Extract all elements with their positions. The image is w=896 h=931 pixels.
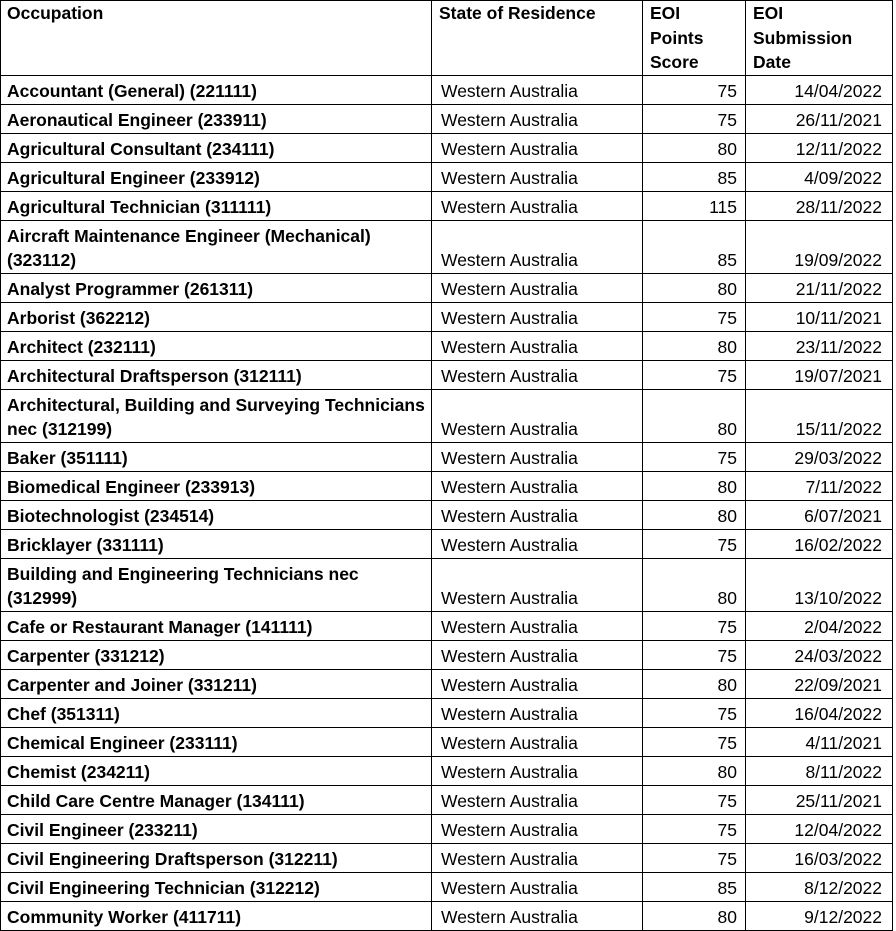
state-cell: Western Australia [432, 442, 643, 471]
score-cell: 85 [643, 162, 746, 191]
score-cell: 80 [643, 389, 746, 442]
date-cell: 28/11/2022 [746, 191, 893, 220]
occupation-cell: Chef (351311) [1, 698, 432, 727]
occupation-cell: Architect (232111) [1, 331, 432, 360]
state-cell: Western Australia [432, 727, 643, 756]
occupation-cell: Architectural Draftsperson (312111) [1, 360, 432, 389]
occupation-cell: Aeronautical Engineer (233911) [1, 104, 432, 133]
score-cell: 85 [643, 220, 746, 273]
occupation-cell: Carpenter (331212) [1, 640, 432, 669]
state-cell: Western Australia [432, 471, 643, 500]
score-cell: 75 [643, 104, 746, 133]
score-cell: 80 [643, 133, 746, 162]
state-cell: Western Australia [432, 360, 643, 389]
occupation-cell: Agricultural Consultant (234111) [1, 133, 432, 162]
date-cell: 22/09/2021 [746, 669, 893, 698]
date-cell: 29/03/2022 [746, 442, 893, 471]
score-cell: 75 [643, 727, 746, 756]
score-cell: 80 [643, 669, 746, 698]
state-cell: Western Australia [432, 901, 643, 930]
state-cell: Western Australia [432, 133, 643, 162]
occupation-cell: Civil Engineering Technician (312212) [1, 872, 432, 901]
table-row [1, 640, 893, 669]
score-cell: 75 [643, 302, 746, 331]
table-row [1, 133, 893, 162]
date-cell: 23/11/2022 [746, 331, 893, 360]
table-row [1, 104, 893, 133]
state-cell: Western Australia [432, 302, 643, 331]
date-cell: 10/11/2021 [746, 302, 893, 331]
score-cell: 75 [643, 360, 746, 389]
occupation-cell: Agricultural Technician (311111) [1, 191, 432, 220]
score-cell: 80 [643, 331, 746, 360]
score-cell: 75 [643, 843, 746, 872]
score-cell: 80 [643, 558, 746, 611]
header-date-line: EOI [753, 3, 784, 23]
date-cell: 8/12/2022 [746, 872, 893, 901]
state-cell: Western Australia [432, 389, 643, 442]
table-row [1, 162, 893, 191]
occupation-cell: Agricultural Engineer (233912) [1, 162, 432, 191]
header-date-line: Submission [753, 27, 853, 48]
table-row [1, 220, 893, 273]
score-cell: 80 [643, 471, 746, 500]
state-cell: Western Australia [432, 558, 643, 611]
date-cell: 4/09/2022 [746, 162, 893, 191]
occupation-cell: Cafe or Restaurant Manager (141111) [1, 611, 432, 640]
table-row [1, 500, 893, 529]
occupation-cell: Analyst Programmer (261311) [1, 273, 432, 302]
header-date-line: Date [753, 52, 791, 72]
date-cell: 12/04/2022 [746, 814, 893, 843]
state-cell: Western Australia [432, 698, 643, 727]
header-score-line: Points [650, 27, 704, 48]
occupation-cell: Architectural, Building and Surveying Technicians nec (312199) [1, 389, 432, 442]
table-row [1, 389, 893, 442]
state-cell: Western Australia [432, 191, 643, 220]
date-cell: 13/10/2022 [746, 558, 893, 611]
state-cell: Western Australia [432, 75, 643, 104]
occupation-cell: Arborist (362212) [1, 302, 432, 331]
score-cell: 75 [643, 611, 746, 640]
occupation-cell: Chemical Engineer (233111) [1, 727, 432, 756]
table-row [1, 471, 893, 500]
table-row [1, 785, 893, 814]
state-cell: Western Australia [432, 331, 643, 360]
score-cell: 75 [643, 698, 746, 727]
header-row [1, 1, 893, 76]
occupation-cell: Community Worker (411711) [1, 901, 432, 930]
state-cell: Western Australia [432, 814, 643, 843]
date-cell: 8/11/2022 [746, 756, 893, 785]
table-row [1, 698, 893, 727]
date-cell: 24/03/2022 [746, 640, 893, 669]
table-row [1, 756, 893, 785]
header-date [746, 1, 893, 76]
date-cell: 9/12/2022 [746, 901, 893, 930]
occupation-cell: Accountant (General) (221111) [1, 75, 432, 104]
score-cell: 80 [643, 273, 746, 302]
occupation-cell: Chemist (234211) [1, 756, 432, 785]
header-score [643, 1, 746, 76]
occupation-cell: Civil Engineering Draftsperson (312211) [1, 843, 432, 872]
score-cell: 75 [643, 785, 746, 814]
state-cell: Western Australia [432, 104, 643, 133]
occupation-cell: Biomedical Engineer (233913) [1, 471, 432, 500]
state-cell: Western Australia [432, 843, 643, 872]
score-cell: 75 [643, 640, 746, 669]
occupation-cell: Building and Engineering Technicians nec (312999) [1, 558, 432, 611]
table-body [1, 75, 893, 930]
date-cell: 26/11/2021 [746, 104, 893, 133]
state-cell: Western Australia [432, 529, 643, 558]
occupation-cell: Carpenter and Joiner (331211) [1, 669, 432, 698]
table-row [1, 360, 893, 389]
table-row [1, 273, 893, 302]
header-state: State of Residence [432, 1, 643, 76]
state-cell: Western Australia [432, 785, 643, 814]
occupation-cell: Civil Engineer (233211) [1, 814, 432, 843]
table-header [1, 1, 893, 76]
score-cell: 80 [643, 500, 746, 529]
date-cell: 21/11/2022 [746, 273, 893, 302]
state-cell: Western Australia [432, 162, 643, 191]
score-cell: 85 [643, 872, 746, 901]
state-cell: Western Australia [432, 669, 643, 698]
score-cell: 75 [643, 442, 746, 471]
occupation-cell: Biotechnologist (234514) [1, 500, 432, 529]
state-cell: Western Australia [432, 611, 643, 640]
table-row [1, 558, 893, 611]
date-cell: 12/11/2022 [746, 133, 893, 162]
date-cell: 25/11/2021 [746, 785, 893, 814]
table-row [1, 191, 893, 220]
table-row [1, 669, 893, 698]
occupation-cell: Aircraft Maintenance Engineer (Mechanical) (323112) [1, 220, 432, 273]
date-cell: 7/11/2022 [746, 471, 893, 500]
date-cell: 16/02/2022 [746, 529, 893, 558]
state-cell: Western Australia [432, 273, 643, 302]
table-row [1, 331, 893, 360]
state-cell: Western Australia [432, 756, 643, 785]
header-score-line: Score [650, 52, 699, 72]
table-row [1, 843, 893, 872]
occupation-cell: Bricklayer (331111) [1, 529, 432, 558]
date-cell: 6/07/2021 [746, 500, 893, 529]
date-cell: 16/04/2022 [746, 698, 893, 727]
state-cell: Western Australia [432, 500, 643, 529]
date-cell: 19/07/2021 [746, 360, 893, 389]
score-cell: 75 [643, 529, 746, 558]
date-cell: 15/11/2022 [746, 389, 893, 442]
state-cell: Western Australia [432, 640, 643, 669]
table-row [1, 75, 893, 104]
score-cell: 80 [643, 756, 746, 785]
table-row [1, 872, 893, 901]
score-cell: 75 [643, 75, 746, 104]
state-cell: Western Australia [432, 220, 643, 273]
state-cell: Western Australia [432, 872, 643, 901]
header-occupation: Occupation [1, 1, 432, 76]
table-row [1, 727, 893, 756]
date-cell: 16/03/2022 [746, 843, 893, 872]
score-cell: 80 [643, 901, 746, 930]
occupation-cell: Child Care Centre Manager (134111) [1, 785, 432, 814]
table-row [1, 611, 893, 640]
date-cell: 4/11/2021 [746, 727, 893, 756]
header-score-line: EOI [650, 3, 681, 23]
table-row [1, 302, 893, 331]
table-row [1, 814, 893, 843]
score-cell: 115 [643, 191, 746, 220]
occupation-cell: Baker (351111) [1, 442, 432, 471]
table-row [1, 529, 893, 558]
score-cell: 75 [643, 814, 746, 843]
date-cell: 19/09/2022 [746, 220, 893, 273]
date-cell: 14/04/2022 [746, 75, 893, 104]
date-cell: 2/04/2022 [746, 611, 893, 640]
table-row [1, 442, 893, 471]
